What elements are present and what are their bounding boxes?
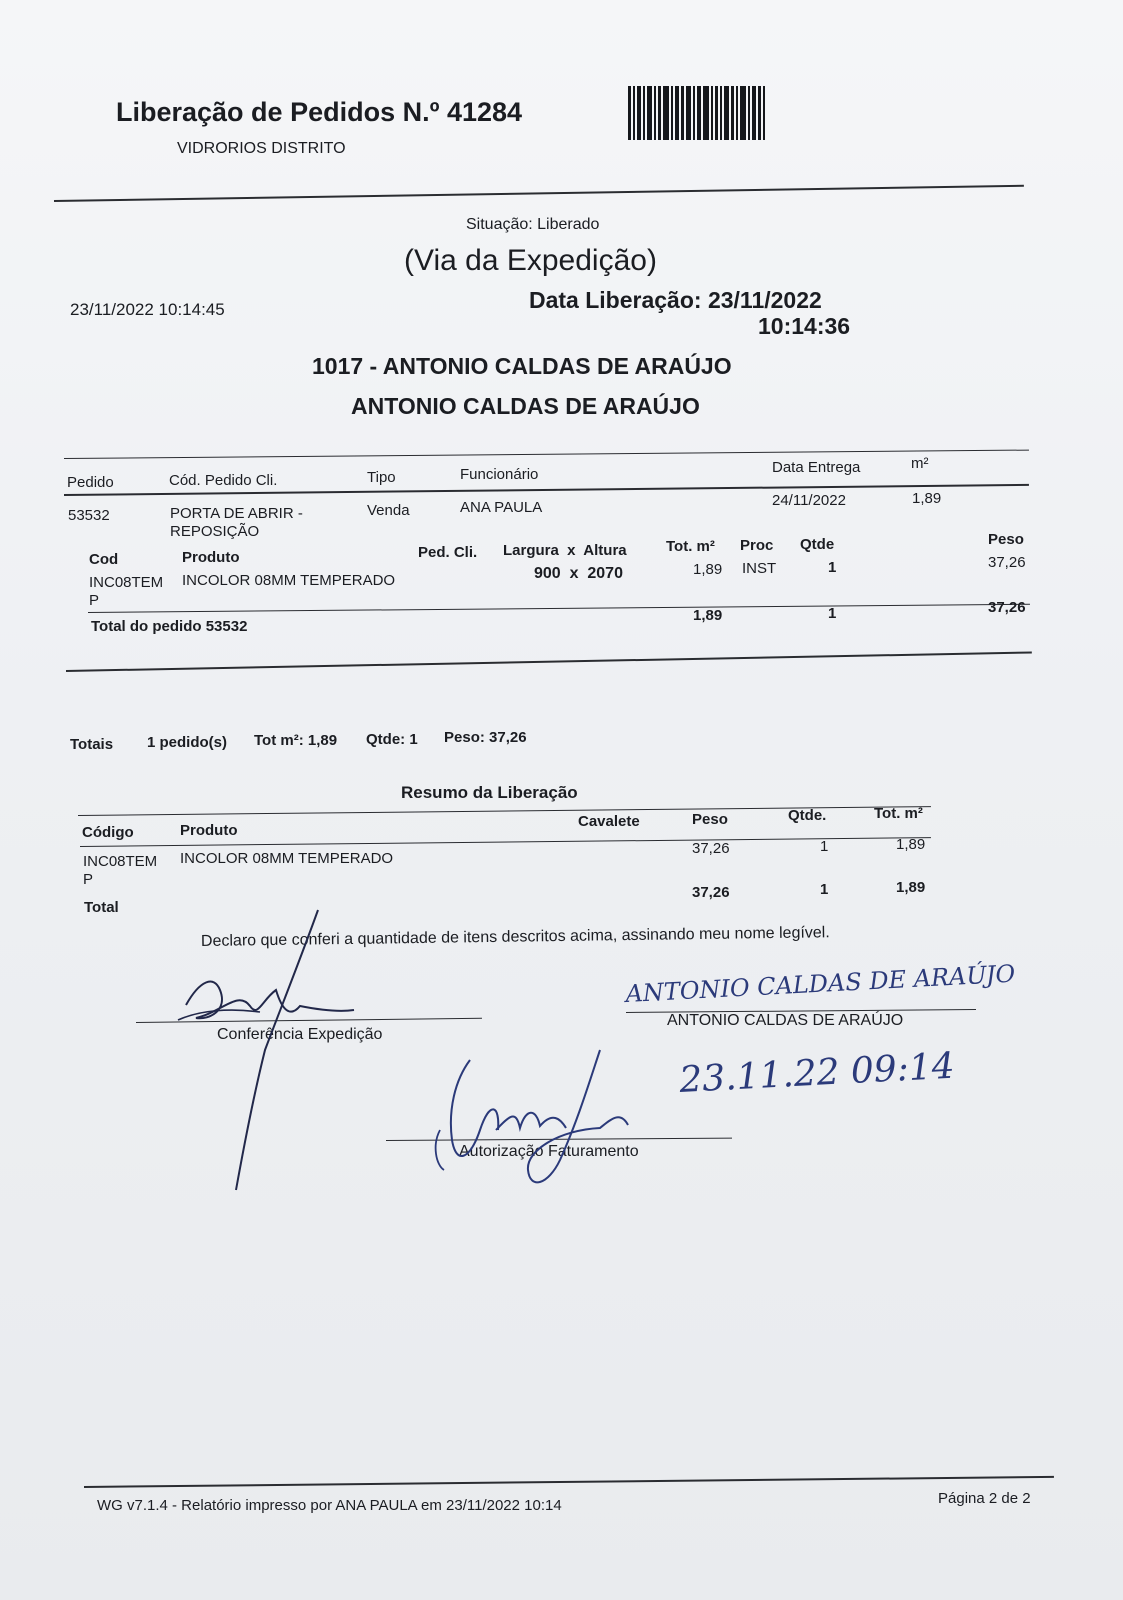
item-dimensions: 900 x 2070 [534, 565, 623, 582]
order-m2: 1,89 [912, 490, 942, 507]
order-total-m2: 1,89 [693, 607, 723, 624]
client-signature-name: ANTONIO CALDAS DE ARAÚJO [667, 1012, 904, 1029]
order-number: 53532 [68, 507, 110, 524]
handwritten-client-name: ANTONIO CALDAS DE ARAÚJO [624, 959, 1016, 1008]
client-code-name: 1017 - ANTONIO CALDAS DE ARAÚJO [312, 353, 732, 379]
table-top-rule [64, 450, 1029, 459]
col-header-cod-pedido-cli: Cód. Pedido Cli. [169, 472, 278, 489]
header-rule [54, 185, 1024, 202]
summary-peso: 37,26 [692, 840, 730, 857]
footer-printed-by: WG v7.1.4 - Relatório impresso por ANA PAULA em 23/11/2022 10:14 [97, 1497, 562, 1514]
item-header-peso: Peso [988, 531, 1024, 548]
totals-label: Totais [70, 736, 114, 753]
order-type: Venda [367, 502, 410, 519]
conferencia-signature-line [136, 1018, 482, 1023]
table-bottom-rule [66, 651, 1032, 672]
status-text: Situação: Liberado [466, 216, 600, 233]
order-client-ref-1: PORTA DE ABRIR - [170, 505, 303, 522]
col-header-funcionario: Funcionário [460, 466, 539, 483]
totals-m2: Tot m²: 1,89 [254, 732, 338, 749]
company-name: VIDRORIOS DISTRITO [177, 140, 346, 157]
item-header-largura-altura: Largura x Altura [503, 542, 627, 559]
item-peso: 37,26 [988, 554, 1026, 571]
item-header-ped-cli: Ped. Cli. [418, 544, 478, 561]
item-product: INCOLOR 08MM TEMPERADO [182, 572, 396, 589]
handwritten-date: 23.11.22 09:14 [678, 1045, 956, 1101]
footer-rule [84, 1476, 1054, 1488]
page-number: Página 2 de 2 [938, 1490, 1031, 1507]
autorizacao-signature-line [386, 1138, 732, 1141]
item-header-produto: Produto [182, 549, 240, 566]
totals-pedidos: 1 pedido(s) [147, 734, 228, 751]
totals-qtde: Qtde: 1 [366, 731, 418, 748]
order-total-peso: 37,26 [988, 599, 1026, 616]
summary-total-peso: 37,26 [692, 884, 730, 901]
liberation-date: Data Liberação: 23/11/2022 [529, 287, 822, 313]
client-name: ANTONIO CALDAS DE ARAÚJO [351, 393, 700, 419]
conferencia-label: Conferência Expedição [217, 1026, 383, 1043]
autorizacao-label: Autorização Faturamento [459, 1143, 639, 1160]
order-total-qtde: 1 [828, 605, 837, 622]
order-employee: ANA PAULA [460, 499, 543, 516]
col-header-tipo: Tipo [367, 469, 396, 486]
col-header-m2: m² [911, 455, 929, 472]
item-code-1: INC08TEM [89, 574, 164, 591]
order-delivery-date: 24/11/2022 [772, 492, 846, 509]
order-total-label: Total do pedido 53532 [91, 618, 248, 635]
printed-timestamp: 23/11/2022 10:14:45 [70, 300, 225, 319]
summary-total-label: Total [84, 899, 119, 916]
summary-tot-m2: 1,89 [896, 836, 926, 853]
item-header-cod: Cod [89, 551, 119, 568]
item-proc: INST [742, 560, 777, 577]
summary-product: INCOLOR 08MM TEMPERADO [180, 850, 394, 867]
summary-header-qtde: Qtde. [788, 807, 827, 824]
declaration-text: Declaro que conferi a quantidade de itens descritos acima, assinando meu nome legível. [200, 924, 830, 950]
summary-code-2: P [83, 871, 94, 888]
item-header-tot-m2: Tot. m² [666, 538, 715, 555]
item-qtde: 1 [828, 559, 837, 576]
summary-qtde: 1 [820, 838, 829, 855]
summary-total-qtde: 1 [820, 881, 829, 898]
item-header-proc: Proc [740, 537, 774, 554]
col-header-data-entrega: Data Entrega [772, 459, 861, 476]
barcode [628, 86, 800, 140]
item-tot-m2: 1,89 [693, 561, 723, 578]
summary-title: Resumo da Liberação [401, 783, 578, 802]
summary-code-1: INC08TEM [83, 853, 158, 870]
via-label: (Via da Expedição) [404, 244, 657, 277]
summary-header-peso: Peso [692, 811, 728, 828]
item-total-rule [88, 604, 1030, 613]
item-code-2: P [89, 592, 100, 609]
totals-peso: Peso: 37,26 [444, 729, 527, 746]
col-header-pedido: Pedido [67, 474, 114, 491]
order-client-ref-2: REPOSIÇÃO [170, 523, 260, 540]
item-header-qtde: Qtde [800, 536, 835, 553]
summary-header-codigo: Código [82, 824, 134, 841]
summary-header-cavalete: Cavalete [578, 813, 640, 830]
document-title: Liberação de Pedidos N.º 41284 [116, 97, 523, 127]
liberation-time: 10:14:36 [758, 313, 851, 339]
summary-total-m2: 1,89 [896, 879, 926, 896]
summary-header-produto: Produto [180, 822, 238, 839]
summary-header-tot-m2: Tot. m² [874, 805, 923, 822]
